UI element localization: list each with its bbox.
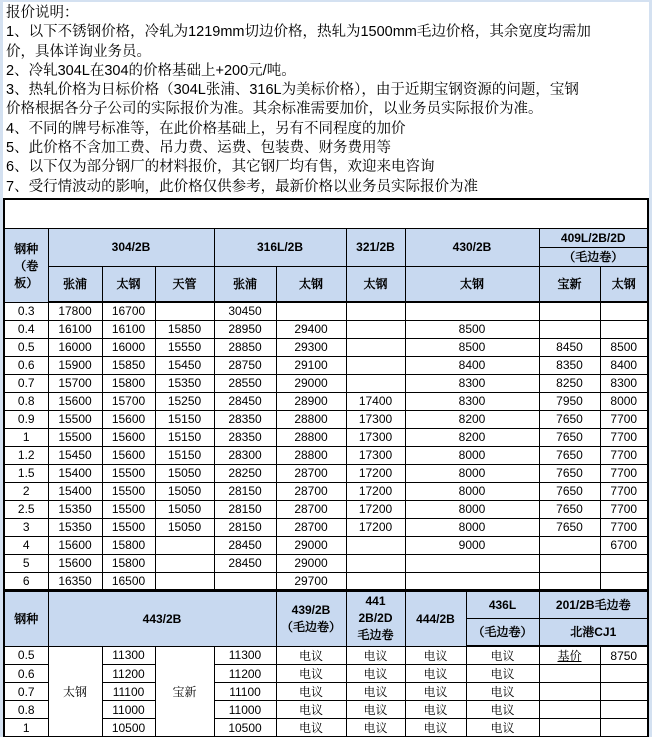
price-cell [539, 572, 600, 590]
price-cell: 17200 [346, 518, 405, 536]
mill-header-baoxin-409l: 宝新 [539, 266, 600, 302]
price-cell: 28150 [214, 482, 276, 500]
price-cell [539, 665, 600, 683]
grade-header-row [4, 228, 648, 247]
second-section-rows [4, 646, 648, 737]
price-cell: 7700 [600, 410, 648, 428]
col-header-444-2b: 444/2B [405, 590, 466, 646]
price-cell: 15050 [155, 464, 214, 482]
price-cell: 16000 [48, 338, 102, 356]
price-cell: 15600 [48, 554, 102, 572]
price-cell: 电议 [405, 719, 466, 737]
note-line: 3、热轧价格为日标价格（304L张浦、316L为美标价格），由于近期宝钢资源的问题，宝钢 [6, 82, 579, 99]
price-cell: 15500 [102, 500, 155, 518]
col-header-436l: 436L [466, 590, 539, 618]
price-cell: 11300 [214, 646, 276, 665]
price-cell: 29100 [276, 356, 346, 374]
mill-header-tianguan-304: 天管 [155, 266, 214, 302]
note-line: 5、此价格不含加工费、吊力费、运费、包装费、财务费用等 [6, 140, 392, 157]
price-cell: 15450 [48, 446, 102, 464]
price-cell: 15850 [102, 356, 155, 374]
col-header-441-line2: 2B/2D [358, 611, 393, 625]
price-cell: 16700 [102, 302, 155, 320]
price-row [4, 338, 648, 356]
price-cell: 16350 [48, 572, 102, 590]
price-cell: 28350 [214, 428, 276, 446]
price-cell [405, 554, 539, 572]
second-header-row-1 [4, 590, 648, 618]
thickness-cell: 1 [4, 428, 48, 446]
col-header-439-2b [276, 590, 346, 646]
price-cell: 11000 [214, 701, 276, 719]
price-cell: 15400 [48, 482, 102, 500]
thickness-cell: 3 [4, 518, 48, 536]
price-cell: 8300 [405, 392, 539, 410]
price-cell: 15150 [155, 410, 214, 428]
price-cell: 电议 [466, 665, 539, 683]
price-cell: 28150 [214, 518, 276, 536]
note-line: 1、以下不锈钢价格，冷轧为1219mm切边价格，热轧为1500mm毛边价格，其余宽度均需加 [6, 24, 591, 41]
col-header-316l-2b: 316L/2B [214, 228, 346, 266]
thickness-cell: 0.4 [4, 320, 48, 338]
thickness-cell: 0.6 [4, 356, 48, 374]
price-cell: 8000 [600, 392, 648, 410]
price-cell [346, 356, 405, 374]
thickness-cell: 0.8 [4, 392, 48, 410]
price-cell: 电议 [466, 719, 539, 737]
price-cell: 8750 [600, 646, 648, 665]
note-line: 2、冷轧304L在304的价格基础上+200元/吨。 [6, 62, 296, 79]
price-cell: 8000 [405, 446, 539, 464]
mill-header-row [4, 266, 648, 302]
price-cell: 15800 [102, 374, 155, 392]
thickness-cell: 0.9 [4, 410, 48, 428]
price-cell: 28150 [214, 500, 276, 518]
price-row [4, 646, 648, 665]
thickness-cell: 0.5 [4, 338, 48, 356]
price-cell: 28900 [276, 392, 346, 410]
price-cell [600, 554, 648, 572]
note-line: 7、受行情波动的影响，此价格仅供参考，最新价格以业务员实际报价为准 [6, 178, 479, 195]
col-header-439-line2: （毛边卷） [280, 619, 341, 634]
price-cell [155, 572, 214, 590]
price-cell: 6700 [600, 536, 648, 554]
price-cell: 15800 [102, 536, 155, 554]
price-cell [539, 683, 600, 701]
price-cell: 15900 [48, 356, 102, 374]
price-cell [155, 554, 214, 572]
price-cell: 15500 [102, 518, 155, 536]
price-cell [600, 320, 648, 338]
price-cell [600, 302, 648, 320]
price-cell: 17200 [346, 464, 405, 482]
price-cell: 8300 [405, 374, 539, 392]
price-cell: 7950 [539, 392, 600, 410]
price-cell: 8200 [405, 410, 539, 428]
price-cell [600, 701, 648, 719]
price-cell: 9000 [405, 536, 539, 554]
price-cell: 8000 [405, 464, 539, 482]
price-table [3, 198, 649, 737]
thickness-cell: 0.8 [4, 701, 48, 719]
note-line: 价，具体详询业务员。 [6, 43, 151, 60]
price-cell: 8500 [405, 320, 539, 338]
price-cell: 7700 [600, 518, 648, 536]
price-cell: 15150 [155, 428, 214, 446]
price-cell [155, 536, 214, 554]
price-cell: 7650 [539, 410, 600, 428]
mill-header-zhangpu-316l: 张浦 [214, 266, 276, 302]
price-cell [276, 302, 346, 320]
price-cell: 电议 [466, 646, 539, 665]
price-cell: 8350 [539, 356, 600, 374]
mill-cell: 太钢 [48, 646, 102, 737]
mill-header-taigang-321: 太钢 [346, 266, 405, 302]
col-header-201-2b: 201/2B毛边卷 [539, 590, 648, 618]
price-cell: 8500 [600, 338, 648, 356]
price-row [4, 446, 648, 464]
price-cell: 15050 [155, 482, 214, 500]
price-cell: 基价 [539, 646, 600, 665]
price-row [4, 464, 648, 482]
price-cell: 电议 [346, 719, 405, 737]
price-cell [600, 719, 648, 737]
price-cell: 15350 [48, 500, 102, 518]
col-header-430-2b: 430/2B [405, 228, 539, 266]
price-cell: 电议 [346, 646, 405, 665]
price-row [4, 356, 648, 374]
price-cell: 7650 [539, 446, 600, 464]
price-cell: 28350 [214, 410, 276, 428]
price-cell: 15450 [155, 356, 214, 374]
mill-header-taigang-316l: 太钢 [276, 266, 346, 302]
price-cell: 15600 [102, 446, 155, 464]
price-cell: 17300 [346, 446, 405, 464]
price-cell: 8250 [539, 374, 600, 392]
price-cell: 28950 [214, 320, 276, 338]
price-cell [539, 302, 600, 320]
thickness-cell: 2.5 [4, 500, 48, 518]
price-cell: 15400 [48, 464, 102, 482]
price-cell: 电议 [405, 683, 466, 701]
mill-header-taigang-409l: 太钢 [600, 266, 648, 302]
price-row [4, 392, 648, 410]
price-row [4, 572, 648, 590]
quotation-notes [3, 2, 649, 198]
price-cell [346, 302, 405, 320]
price-cell: 15600 [48, 536, 102, 554]
thickness-cell: 1.2 [4, 446, 48, 464]
price-cell [539, 701, 600, 719]
price-row [4, 500, 648, 518]
price-cell: 电议 [276, 646, 346, 665]
price-cell: 15700 [102, 392, 155, 410]
table-title: 冷轧报价 [4, 199, 648, 228]
col-header-441-line1: 441 [365, 594, 386, 608]
price-cell: 16100 [102, 320, 155, 338]
thickness-cell: 0.7 [4, 683, 48, 701]
thickness-cell: 0.7 [4, 374, 48, 392]
price-cell: 28250 [214, 464, 276, 482]
price-cell: 16500 [102, 572, 155, 590]
price-cell [346, 320, 405, 338]
price-cell: 电议 [346, 665, 405, 683]
thickness-cell: 0.5 [4, 646, 48, 665]
price-row [4, 428, 648, 446]
table-title-row [4, 199, 648, 228]
price-cell: 28850 [214, 338, 276, 356]
note-line: 4、不同的牌号标准等，在此价格基础上，另有不同程度的加价 [6, 120, 406, 137]
col-header-439-line1: 439/2B [291, 602, 331, 617]
price-cell: 7650 [539, 464, 600, 482]
price-cell [600, 665, 648, 683]
price-cell: 7650 [539, 500, 600, 518]
price-cell: 15850 [155, 320, 214, 338]
price-cell: 15050 [155, 500, 214, 518]
price-cell: 7700 [600, 428, 648, 446]
price-cell: 29300 [276, 338, 346, 356]
price-cell: 30450 [214, 302, 276, 320]
price-cell: 电议 [276, 683, 346, 701]
price-cell: 28450 [214, 536, 276, 554]
price-cell: 17200 [346, 482, 405, 500]
price-cell: 28800 [276, 446, 346, 464]
price-cell: 15500 [102, 482, 155, 500]
price-cell: 8300 [600, 374, 648, 392]
price-cell: 28700 [276, 464, 346, 482]
price-row [4, 374, 648, 392]
col-header-443-2b: 443/2B [48, 590, 276, 646]
price-cell: 8400 [405, 356, 539, 374]
price-cell: 15150 [155, 446, 214, 464]
price-cell: 11000 [102, 701, 155, 719]
price-cell: 电议 [276, 719, 346, 737]
note-line: 6、以下仅为部分钢厂的材料报价，其它钢厂均有售，欢迎来电咨询 [6, 159, 435, 176]
price-cell: 11100 [214, 683, 276, 701]
price-cell [539, 320, 600, 338]
col-header-304-2b: 304/2B [48, 228, 214, 266]
price-cell: 17300 [346, 410, 405, 428]
price-cell: 7700 [600, 500, 648, 518]
price-cell: 8450 [539, 338, 600, 356]
price-cell [539, 536, 600, 554]
price-cell: 8200 [405, 428, 539, 446]
price-cell: 28750 [214, 356, 276, 374]
thickness-cell: 2 [4, 482, 48, 500]
col-header-beigang-cj1: 北港CJ1 [539, 618, 648, 646]
price-cell: 电议 [405, 665, 466, 683]
price-cell: 7700 [600, 464, 648, 482]
col-header-441-line3: 毛边卷 [357, 628, 394, 642]
col-header-409l-sub: （毛边卷） [539, 247, 648, 266]
price-cell: 7650 [539, 482, 600, 500]
price-cell: 15800 [102, 554, 155, 572]
cold-rolled-rows [4, 302, 648, 590]
price-cell [214, 572, 276, 590]
price-cell: 17800 [48, 302, 102, 320]
price-cell [346, 554, 405, 572]
price-cell: 15250 [155, 392, 214, 410]
price-cell: 电议 [405, 701, 466, 719]
thickness-cell: 0.6 [4, 665, 48, 683]
price-cell: 28550 [214, 374, 276, 392]
price-cell: 15050 [155, 518, 214, 536]
price-cell: 8000 [405, 500, 539, 518]
price-row [4, 302, 648, 320]
col-header-321-2b: 321/2B [346, 228, 405, 266]
price-cell: 29700 [276, 572, 346, 590]
price-cell: 28450 [214, 392, 276, 410]
price-cell: 电议 [276, 665, 346, 683]
price-cell: 7700 [600, 446, 648, 464]
price-cell: 16000 [102, 338, 155, 356]
price-cell: 10500 [214, 719, 276, 737]
price-cell: 15350 [48, 518, 102, 536]
price-cell: 8400 [600, 356, 648, 374]
price-cell [539, 719, 600, 737]
col-header-436l-sub: （毛边卷） [466, 618, 539, 646]
price-cell: 28800 [276, 428, 346, 446]
price-cell: 29000 [276, 554, 346, 572]
price-cell: 29000 [276, 536, 346, 554]
mill-header-taigang-430: 太钢 [405, 266, 539, 302]
price-cell: 电议 [346, 683, 405, 701]
price-cell: 电议 [466, 683, 539, 701]
price-cell: 29000 [276, 374, 346, 392]
price-cell: 8000 [405, 518, 539, 536]
price-cell: 28700 [276, 482, 346, 500]
thickness-cell: 5 [4, 554, 48, 572]
price-cell [346, 338, 405, 356]
price-cell: 17200 [346, 500, 405, 518]
price-cell: 15500 [48, 428, 102, 446]
price-cell: 15600 [48, 392, 102, 410]
price-cell: 15550 [155, 338, 214, 356]
thickness-cell: 6 [4, 572, 48, 590]
price-row [4, 482, 648, 500]
price-row [4, 518, 648, 536]
mill-header-taigang-304: 太钢 [102, 266, 155, 302]
price-cell: 11200 [214, 665, 276, 683]
price-cell [405, 572, 539, 590]
col-header-steel-type: 钢种（卷板） [4, 228, 48, 302]
price-cell: 28700 [276, 518, 346, 536]
price-cell: 电议 [276, 701, 346, 719]
price-cell: 7650 [539, 518, 600, 536]
price-cell [346, 374, 405, 392]
col-header-steel-type-2: 钢种 [4, 590, 48, 646]
price-cell [346, 536, 405, 554]
price-cell: 10500 [102, 719, 155, 737]
price-cell: 15600 [102, 410, 155, 428]
thickness-cell: 1.5 [4, 464, 48, 482]
price-row [4, 320, 648, 338]
price-cell: 28450 [214, 554, 276, 572]
price-cell: 7650 [539, 428, 600, 446]
price-cell: 11200 [102, 665, 155, 683]
price-row [4, 536, 648, 554]
price-row [4, 410, 648, 428]
thickness-cell: 1 [4, 719, 48, 737]
col-header-441 [346, 590, 405, 646]
price-cell [600, 572, 648, 590]
price-cell: 29400 [276, 320, 346, 338]
thickness-cell: 4 [4, 536, 48, 554]
price-cell: 15500 [102, 464, 155, 482]
price-cell: 17400 [346, 392, 405, 410]
price-cell: 16100 [48, 320, 102, 338]
price-row [4, 554, 648, 572]
price-cell [346, 572, 405, 590]
price-cell: 电议 [346, 701, 405, 719]
mill-header-zhangpu-304: 张浦 [48, 266, 102, 302]
price-cell [539, 554, 600, 572]
note-line: 价格根据各分子公司的实际报价为准。其余标准需要加价，以业务员实际报价为准。 [6, 101, 543, 118]
price-cell: 28300 [214, 446, 276, 464]
price-cell: 28700 [276, 500, 346, 518]
price-cell: 电议 [405, 646, 466, 665]
price-cell: 15350 [155, 374, 214, 392]
price-cell: 15600 [102, 428, 155, 446]
price-cell: 11300 [102, 646, 155, 665]
price-cell [155, 302, 214, 320]
price-cell: 8000 [405, 482, 539, 500]
price-cell [600, 683, 648, 701]
price-cell: 15500 [48, 410, 102, 428]
price-cell: 11100 [102, 683, 155, 701]
price-cell: 28800 [276, 410, 346, 428]
col-header-409l: 409L/2B/2D [539, 228, 648, 247]
price-cell: 15700 [48, 374, 102, 392]
thickness-cell: 0.3 [4, 302, 48, 320]
mill-cell: 宝新 [155, 646, 214, 737]
price-cell: 电议 [466, 701, 539, 719]
price-cell: 17300 [346, 428, 405, 446]
price-cell: 8500 [405, 338, 539, 356]
notes-title: 报价说明： [6, 5, 79, 21]
price-cell: 7700 [600, 482, 648, 500]
price-cell [405, 302, 539, 320]
